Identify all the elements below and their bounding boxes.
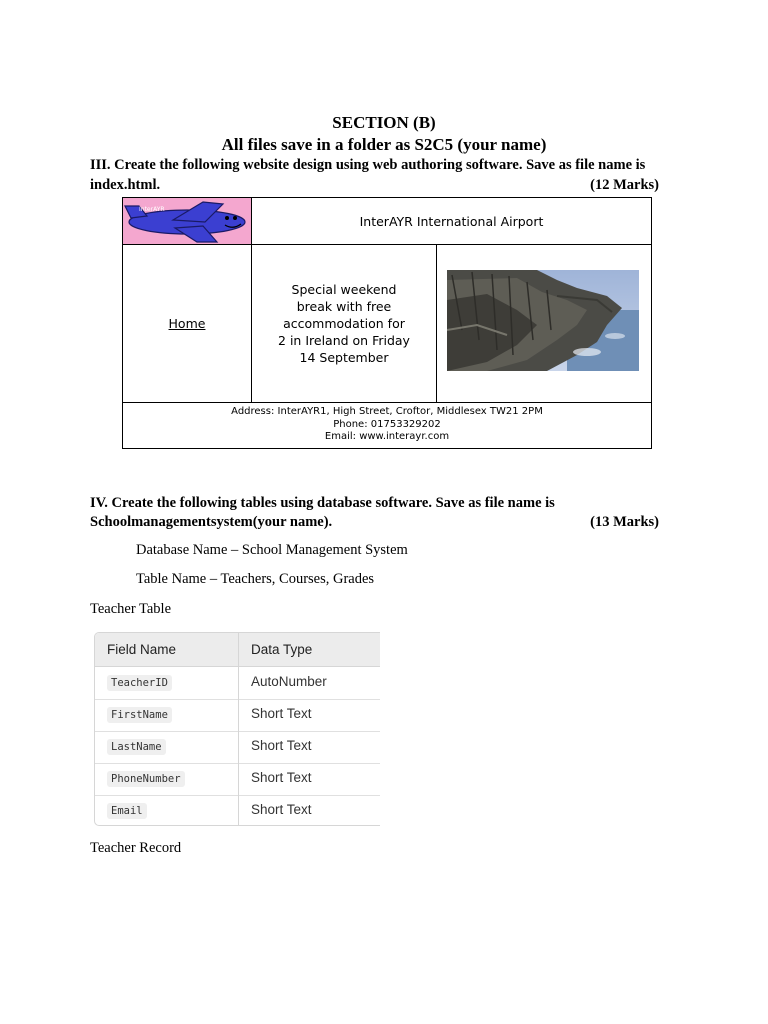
- header-field-name: Field Name: [107, 642, 177, 657]
- save-instruction: All files save in a folder as S2C5 (your name): [221, 135, 547, 154]
- nav-home-label[interactable]: Home: [168, 316, 206, 331]
- offer-line: Special weekend: [291, 282, 397, 297]
- website-design-mock: [122, 197, 652, 449]
- data-type: Short Text: [251, 802, 312, 817]
- offer-line: 14 September: [299, 350, 389, 365]
- teacher-record-label: Teacher Record: [90, 840, 182, 856]
- field-name: PhoneNumber: [107, 771, 185, 787]
- footer-email: Email: www.interayr.com: [324, 431, 450, 442]
- section-title: SECTION (B): [332, 113, 436, 132]
- nav-home-link[interactable]: [123, 245, 252, 403]
- question-3-marks: (12 Marks): [590, 177, 659, 193]
- question-4-line-1: IV. Create the following tables using database software. Save as file name is: [90, 495, 555, 511]
- data-type: Short Text: [251, 770, 312, 785]
- table-names: Table Name – Teachers, Courses, Grades: [136, 571, 375, 587]
- field-name: FirstName: [107, 707, 172, 723]
- data-type: AutoNumber: [251, 674, 327, 689]
- offer-line: break with free: [296, 299, 392, 314]
- teacher-table-label: Teacher Table: [90, 601, 172, 617]
- footer-address: Address: InterAYR1, High Street, Croftor, Middlesex TW21 2PM: [231, 406, 543, 417]
- question-3-line-2: index.html.: [90, 177, 161, 193]
- logo-cell: [123, 198, 252, 245]
- teacher-fields-table: [94, 632, 380, 826]
- offer-line: 2 in Ireland on Friday: [278, 333, 410, 348]
- column-divider: [238, 633, 239, 826]
- question-4-marks: (13 Marks): [590, 514, 659, 530]
- header-data-type: Data Type: [251, 642, 313, 657]
- database-name: Database Name – School Management System: [136, 542, 408, 558]
- data-type: Short Text: [251, 738, 312, 753]
- question-4-line-2: Schoolmanagementsystem(your name).: [90, 514, 333, 530]
- offer-text: [252, 245, 437, 403]
- field-name: Email: [107, 803, 147, 819]
- logo-text: InterAYR: [139, 206, 165, 213]
- offer-line: accommodation for: [283, 316, 405, 331]
- data-type: Short Text: [251, 706, 312, 721]
- photo-cell: [437, 245, 651, 403]
- coastal-cliffs-photo: [447, 270, 639, 371]
- site-footer: [123, 403, 651, 448]
- site-header: InterAYR International Airport: [252, 198, 651, 245]
- question-3-line-1: III. Create the following website design using web authoring software. Save as file name is: [90, 157, 646, 173]
- field-name: TeacherID: [107, 675, 172, 691]
- footer-phone: Phone: 01753329202: [333, 418, 441, 430]
- field-name: LastName: [107, 739, 166, 755]
